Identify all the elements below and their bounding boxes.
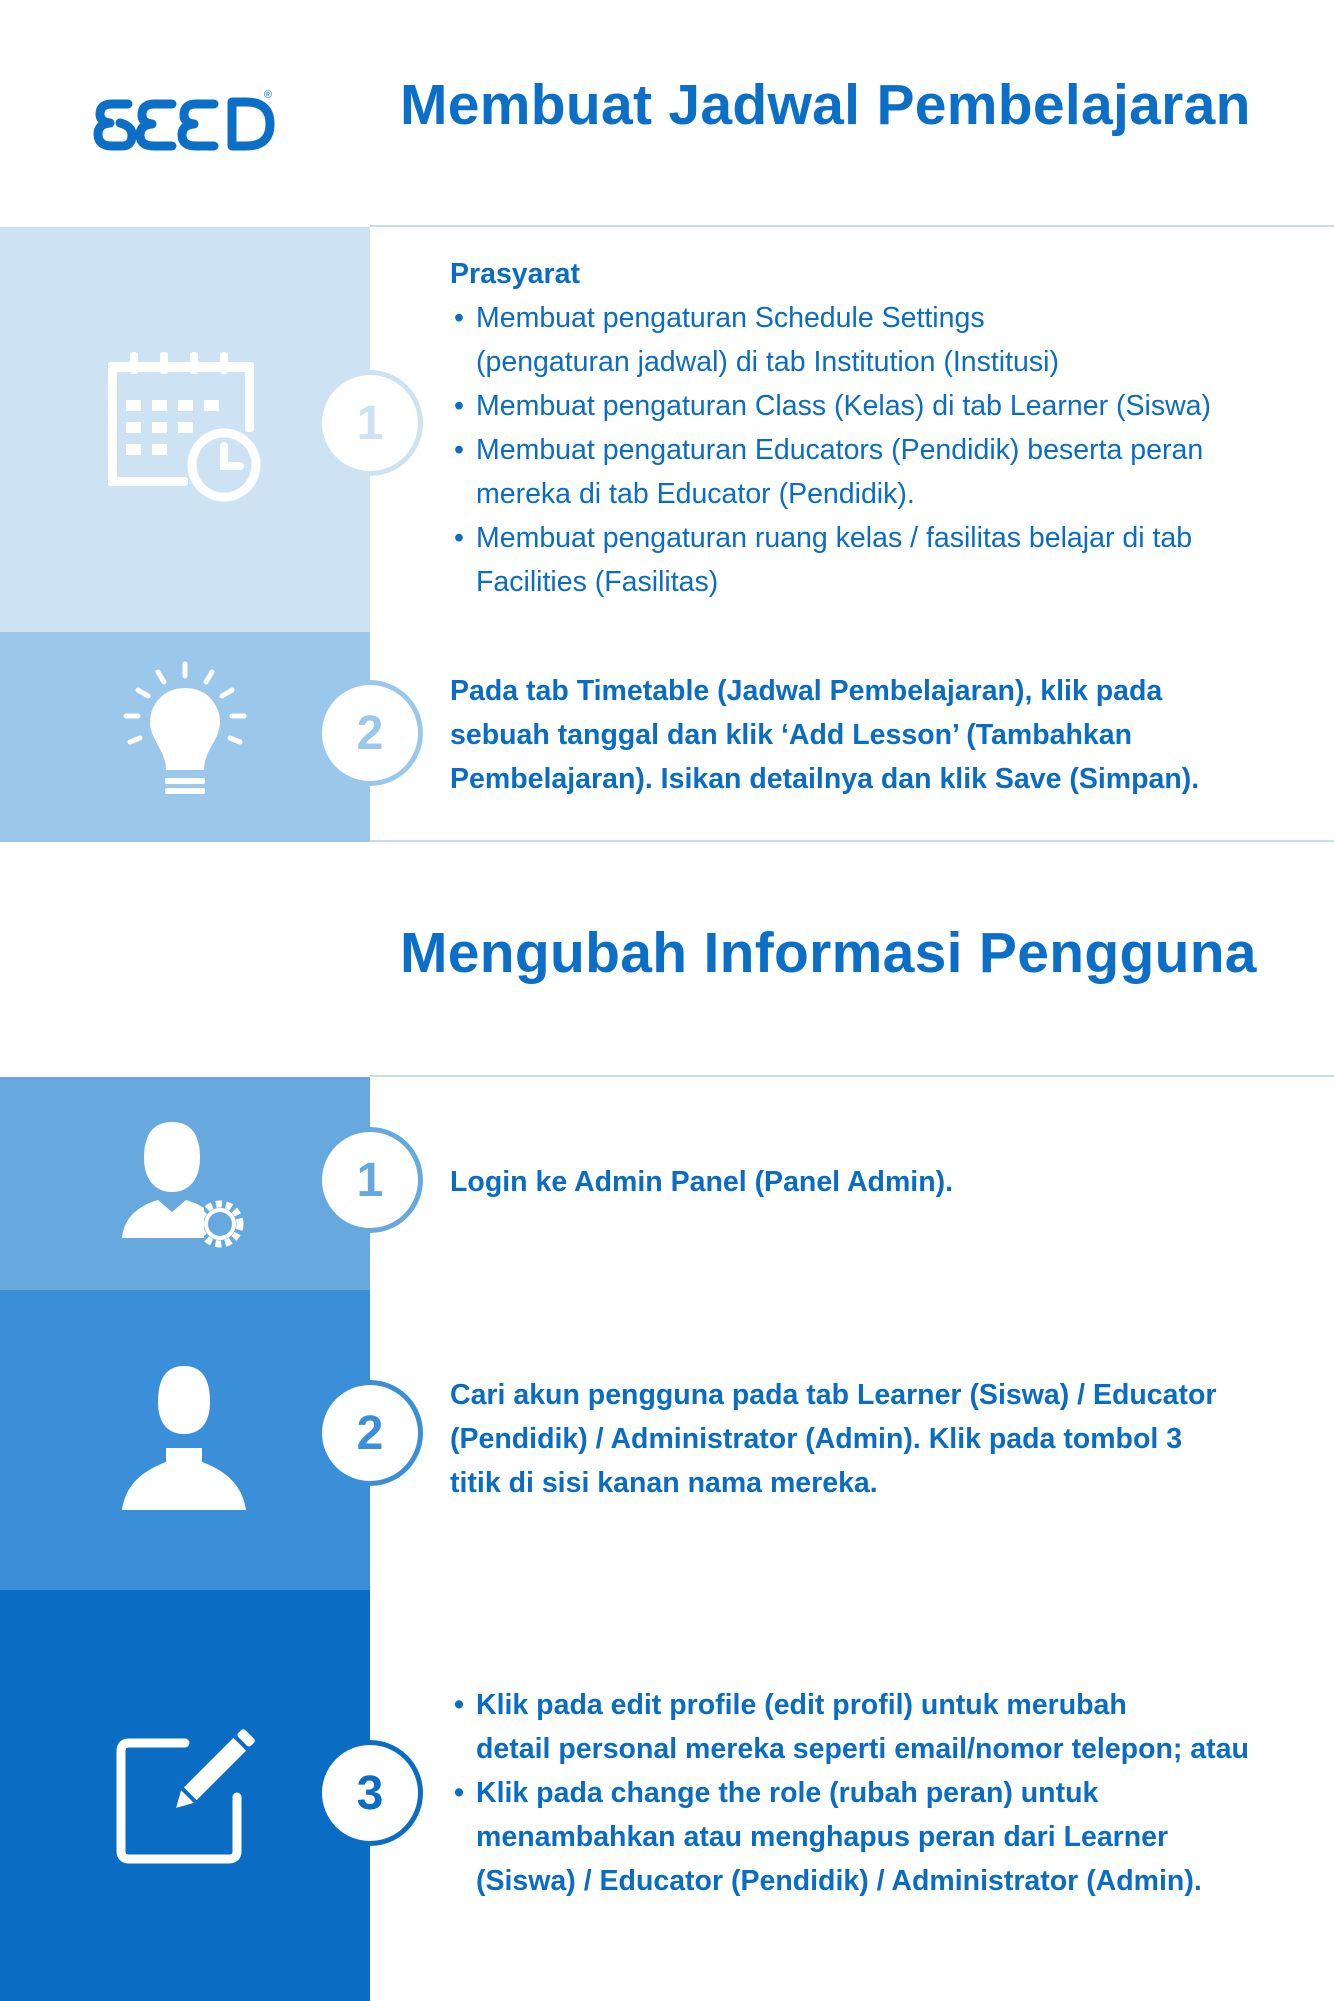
divider bbox=[370, 1075, 1334, 1077]
prerequisite-heading: Prasyarat bbox=[450, 258, 580, 290]
edit-icon bbox=[115, 1725, 257, 1867]
step-number-1: 1 bbox=[317, 370, 423, 476]
step-1-text: Login ke Admin Panel (Panel Admin). bbox=[450, 1166, 954, 1198]
list-item: • Membuat pengaturan Class (Kelas) di tab Learner (Siswa) bbox=[450, 384, 1211, 428]
user-settings-icon bbox=[118, 1118, 252, 1250]
section-title-user-info: Mengubah Informasi Pengguna bbox=[400, 921, 1257, 985]
list-item: • Membuat pengaturan Schedule Settings (pengaturan jadwal) di tab Institution (Institusi) bbox=[450, 296, 1211, 384]
calendar-clock-icon bbox=[104, 350, 266, 510]
step-1-text bbox=[450, 252, 1211, 604]
beed-logo bbox=[92, 88, 282, 158]
step-number-1: 1 bbox=[317, 1127, 423, 1233]
step-3-text bbox=[450, 1683, 1249, 1903]
step-2-text: Pada tab Timetable (Jadwal Pembelajaran), klik pada sebuah tanggal dan klik ‘Add Lesson’ (Tambahkan Pembelajaran). Isikan detailnya dan klik Save (Simpan). bbox=[450, 675, 1200, 795]
registered-mark: ® bbox=[264, 89, 273, 101]
step-2-text: Cari akun pengguna pada tab Learner (Siswa) / Educator (Pendidik) / Administrator (Admin). Klik pada tombol 3 titik di sisi kanan nama mereka. bbox=[450, 1379, 1217, 1499]
list-item: • Klik pada change the role (rubah peran) untuk menambahkan atau menghapus peran dari Learner (Siswa) / Educator (Pendidik) / Administrator (Admin). bbox=[450, 1771, 1249, 1903]
lightbulb-icon bbox=[120, 660, 250, 810]
step-number-2: 2 bbox=[317, 1380, 423, 1486]
list-item: • Klik pada edit profile (edit profil) untuk merubah detail personal mereka seperti email/nomor telepon; atau bbox=[450, 1683, 1249, 1771]
step-number-2: 2 bbox=[317, 680, 423, 786]
list-item: • Membuat pengaturan Educators (Pendidik) beserta peran mereka di tab Educator (Pendidik). bbox=[450, 428, 1211, 516]
user-icon bbox=[120, 1360, 250, 1518]
section-title-schedule: Membuat Jadwal Pembelajaran bbox=[400, 73, 1251, 137]
list-item: • Membuat pengaturan ruang kelas / fasilitas belajar di tab Facilities (Fasilitas) bbox=[450, 516, 1211, 604]
divider bbox=[370, 225, 1334, 227]
step-number-3: 3 bbox=[317, 1740, 423, 1846]
divider bbox=[370, 840, 1334, 842]
